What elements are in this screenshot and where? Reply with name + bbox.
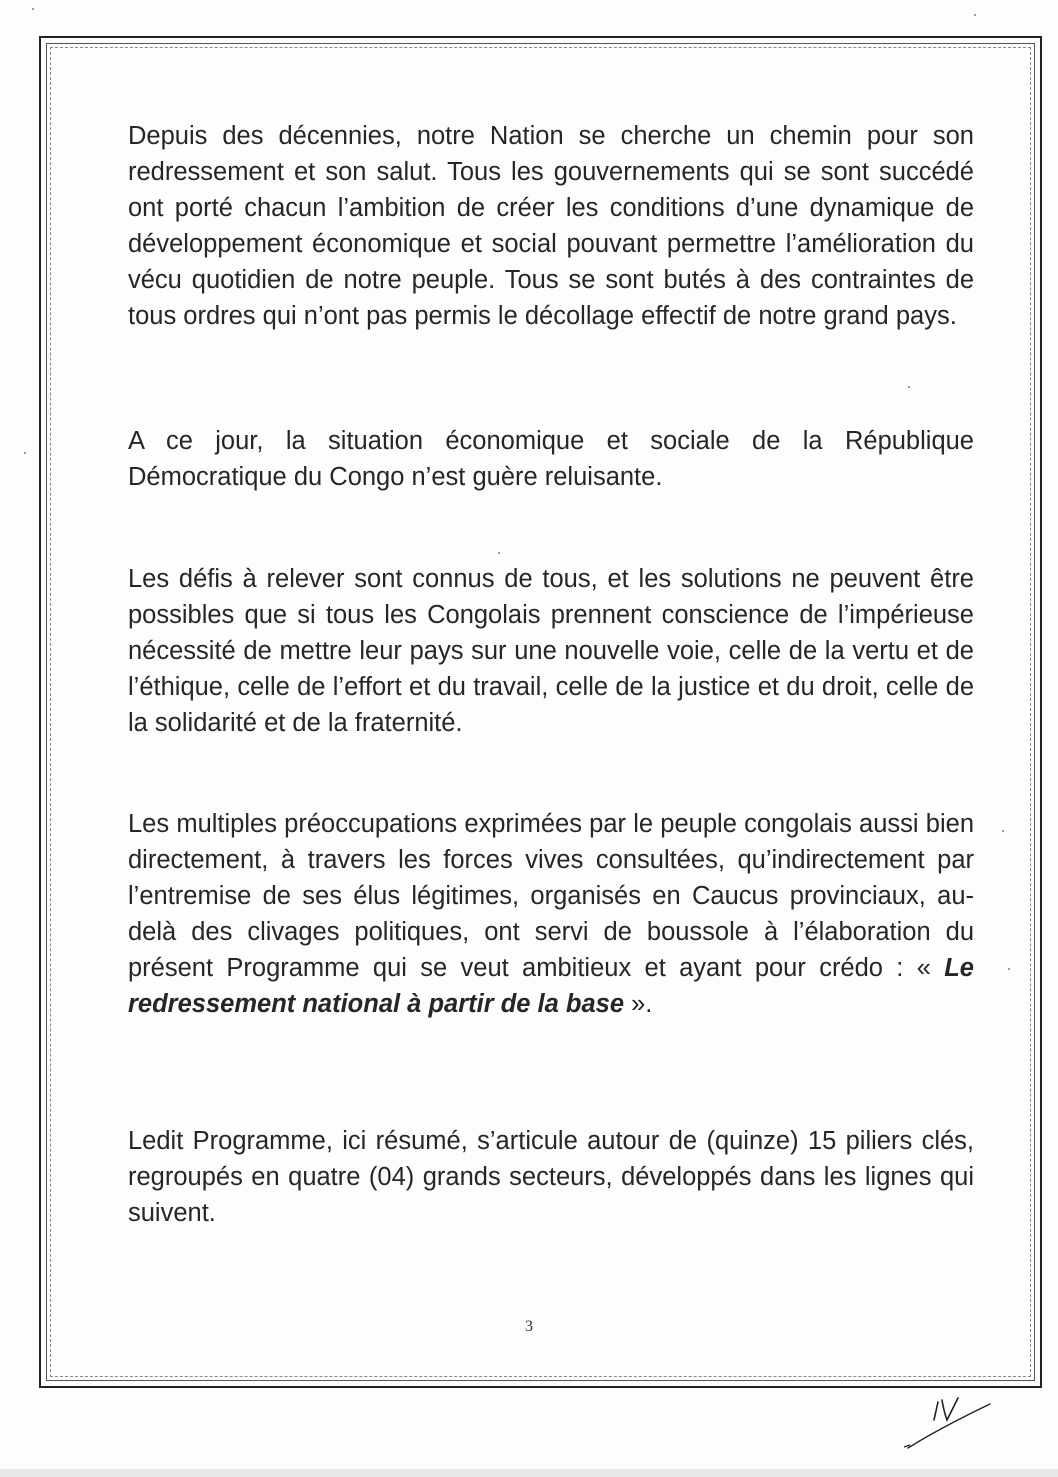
scan-speck xyxy=(974,14,976,16)
paragraph-program-summary: Ledit Programme, ici résumé, s’articule autour de (quinze) 15 piliers clés, regroupés en quatre (04) grands secteurs, développés dans les lignes qui suivent. xyxy=(128,1127,974,1227)
scan-bottom-edge xyxy=(0,1469,1058,1477)
paragraph-intro: Depuis des décennies, notre Nation se cherche un chemin pour son redressement et son salut. Tous les gouvernements qui se sont succédé ont porté chacun l’ambition de créer les conditions d’une dynamique de développement économique et social pouvant permettre l’amélioration du vécu quotidien de notre peuple. Tous se sont butés à des contraintes de tous ordres qui n’ont pas permis le décollage effectif de notre grand pays. xyxy=(128,122,974,330)
handwritten-initials-signature xyxy=(900,1390,1000,1450)
page-number: 3 xyxy=(525,1318,533,1335)
paragraph-situation: A ce jour, la situation économique et sociale de la République Démocratique du Congo n’est guère reluisante. xyxy=(128,427,974,491)
scan-speck xyxy=(1002,830,1004,832)
paragraph-concerns-closing: ». xyxy=(624,990,653,1018)
scan-speck xyxy=(24,452,26,454)
scan-speck xyxy=(908,386,910,388)
scan-speck xyxy=(498,552,500,554)
paragraph-challenges: Les défis à relever sont connus de tous, et les solutions ne peuvent être possibles que si tous les Congolais prennent conscience de l’impérieuse nécessité de mettre leur pays sur une nouvelle voie, celle de la vertu et de l’éthique, celle de l’effort et du travail, celle de la justice et du droit, celle de la solidarité et de la fraternité. xyxy=(128,565,974,737)
credo-emphasis: Le redressement national à partir de la base xyxy=(128,954,974,1018)
scan-speck xyxy=(1008,968,1010,970)
paragraph-concerns xyxy=(128,806,974,1022)
scan-speck xyxy=(32,8,34,10)
paragraph-concerns-text: Les multiples préoccupations exprimées par le peuple congolais aussi bien directement, à travers les forces vives consultées, qu’indirectement par l’entremise de ses élus légitimes, organisés en Caucus provinciaux, au-delà des clivages politiques, ont servi de boussole à l’élaboration du présent Programme qui se veut ambitieux et ayant pour crédo : « xyxy=(128,810,974,982)
